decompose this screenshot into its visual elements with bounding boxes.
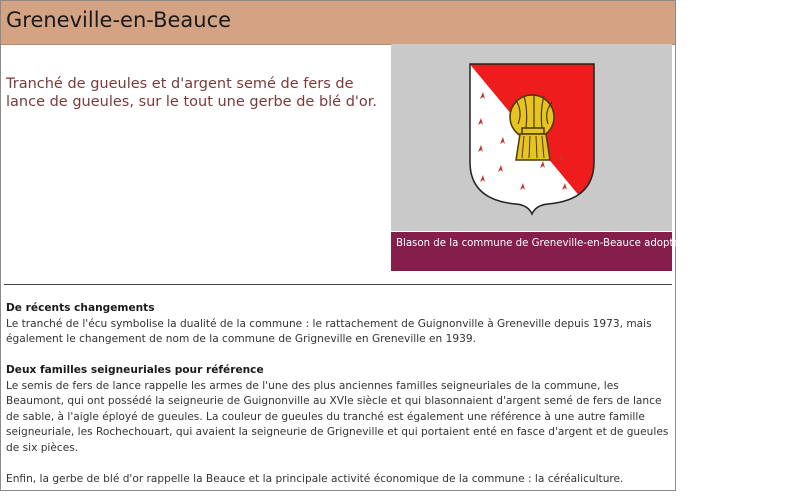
article-body: [6, 301, 670, 503]
blazon-text: Tranché de gueules et d'argent semé de fers de lance de gueules, sur le tout une gerbe de blé d'or.: [6, 76, 378, 110]
section-heading: De récents changements: [6, 302, 155, 314]
section-heading: Deux familles seigneuriales pour référence: [6, 364, 264, 376]
section-divider: [4, 284, 672, 285]
paragraph: Enfin, la gerbe de blé d'or rappelle la Beauce et la principale activité économique de la commune : la céréaliculture.: [6, 472, 624, 485]
coat-of-arms-icon: [468, 62, 596, 216]
title-bar: [1, 1, 675, 45]
coat-of-arms-image[interactable]: [391, 44, 672, 231]
section-seigneurial-families: [6, 363, 670, 487]
paragraph: Le semis de fers de lance rappelle les armes de l'une des plus anciennes familles seigneuriales de la commune, les Beaumont, qui ont possédé la seigneurie de Guignonville au XVIe siècle et qui blasonnaient d'argent semé de fers de lance de sable, à l'aigle éployé de gueules. La couleur de gueules du tranché est également une référence à une autre famille seigneuriale, les Rochechouart, qui avaient la seigneurie de Grigneville et qui portaient enté en fasce d'argent et de gueules de six pièces.: [6, 379, 669, 454]
page-title: Greneville-en-Beauce: [6, 8, 232, 32]
caption-text: Blason de la commune de Greneville-en-Beauce adopté le 23 septembre 2004.: [396, 238, 799, 249]
image-caption: [391, 232, 799, 271]
section-recent-changes: [6, 301, 670, 348]
paragraph: Le tranché de l'écu symbolise la dualité de la commune : le rattachement de Guignonville à Greneville depuis 1973, mais également le changement de nom de la commune de Grigneville en Greneville en 1939.: [6, 317, 652, 345]
